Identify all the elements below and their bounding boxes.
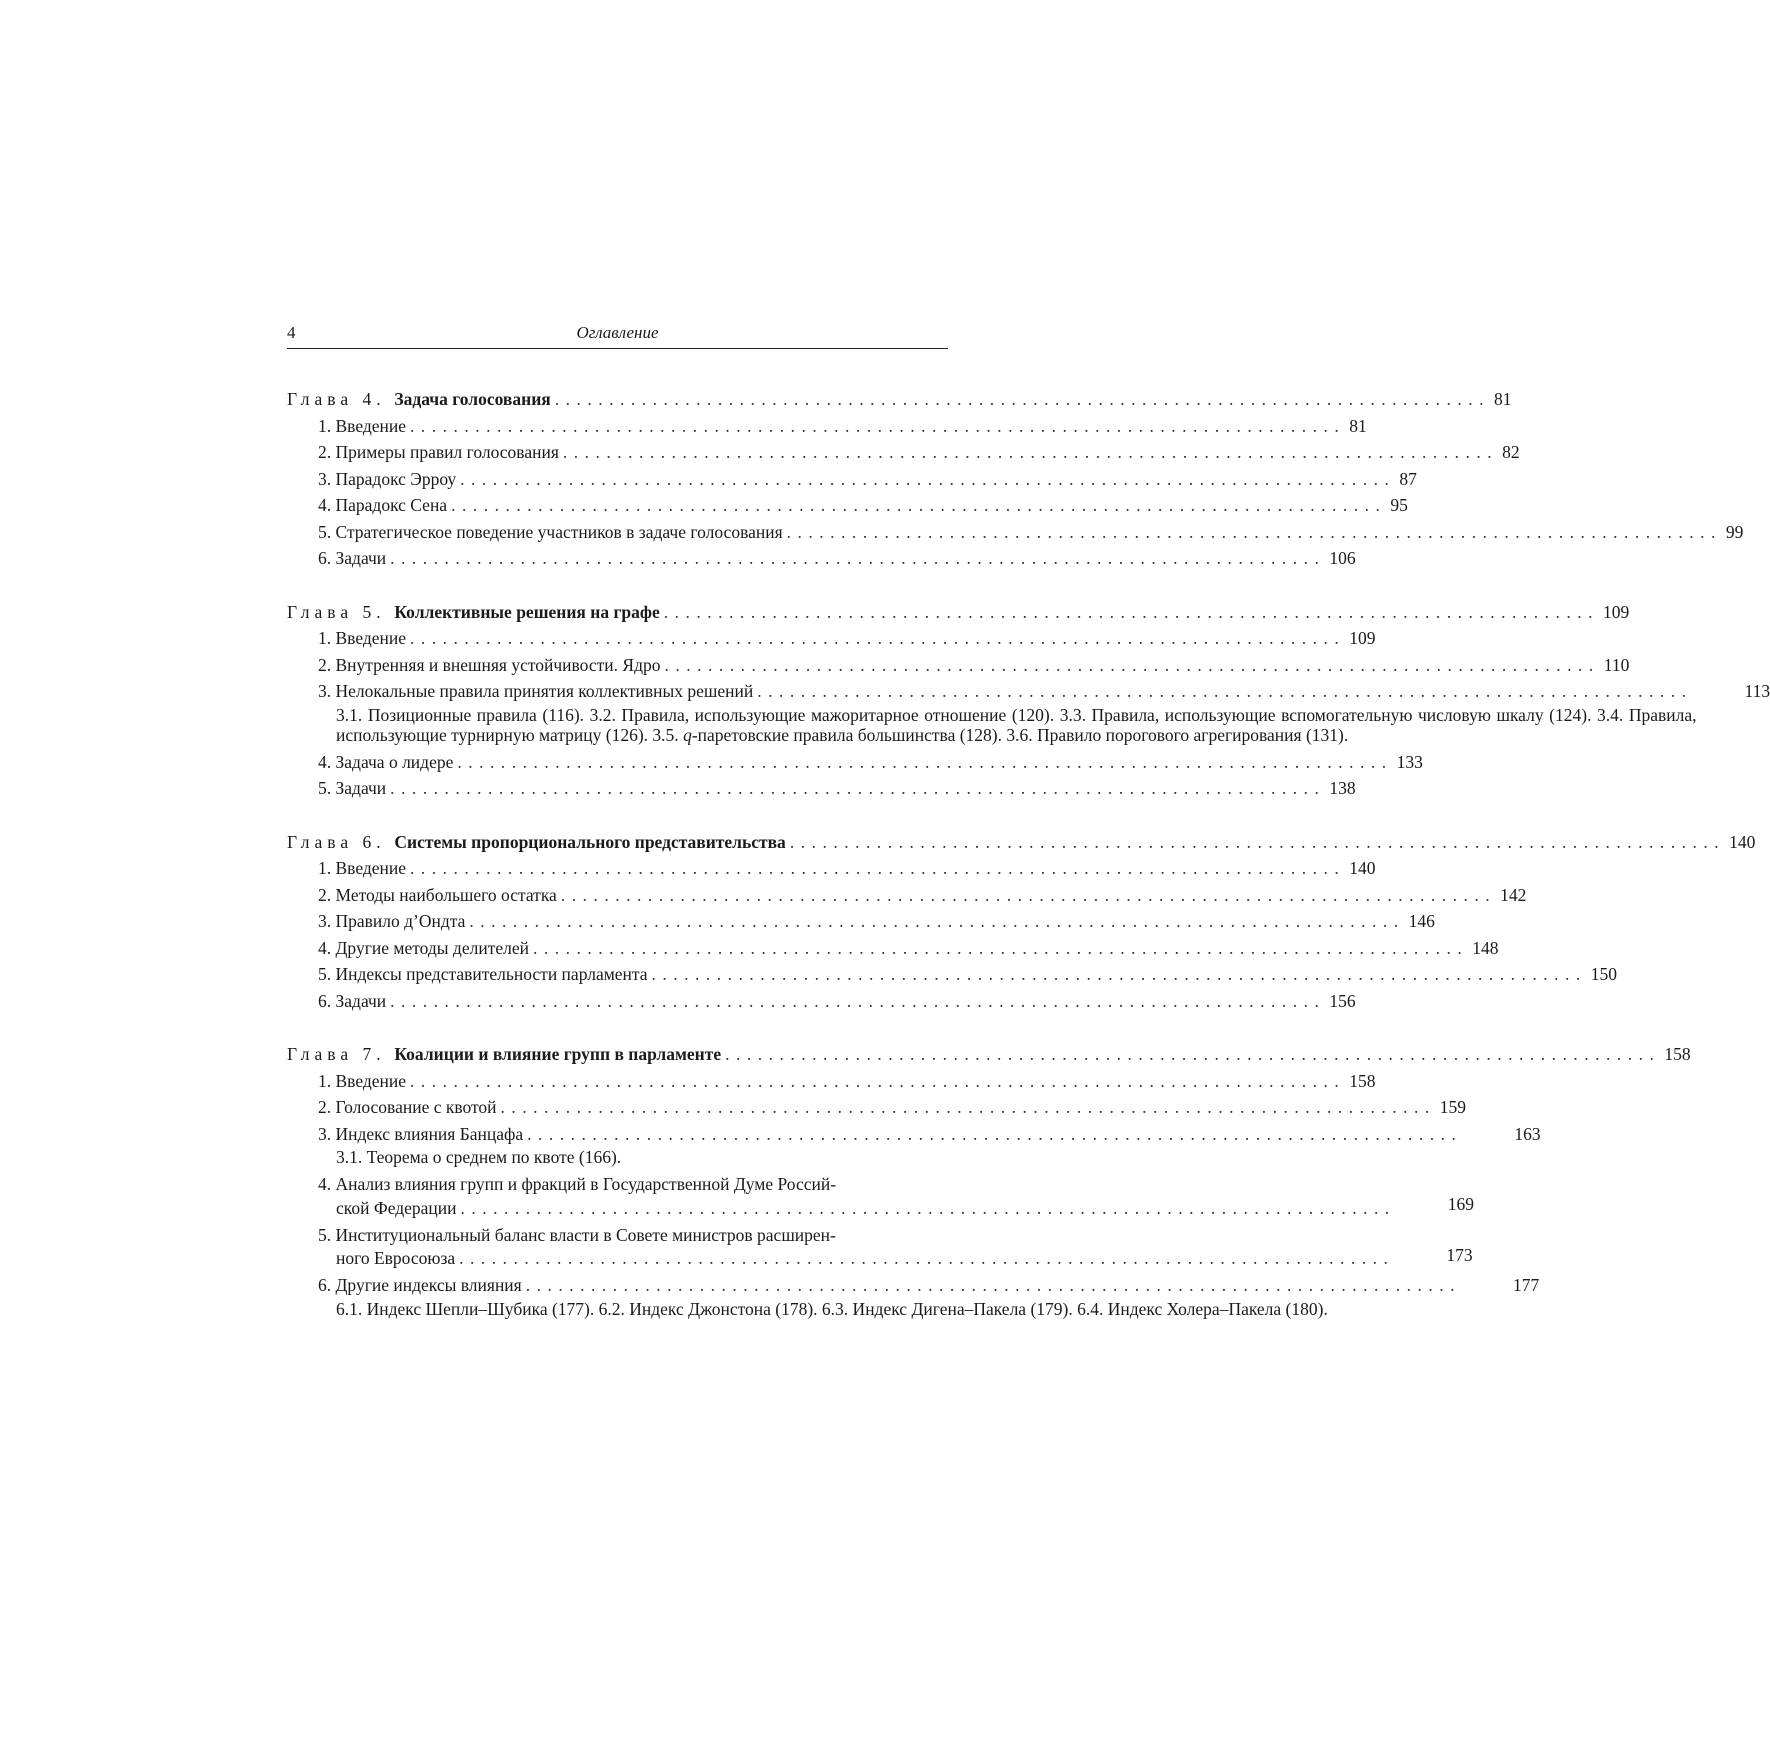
toc-entry[interactable] [287,882,1527,909]
entry-title: 1. Введение [318,415,407,436]
dot-leader: ...................................................................................... [786,521,1722,542]
toc-entry[interactable] [287,652,1630,679]
entry-title-line-2: ской Федерации [336,1197,457,1218]
entry-title: 4. Другие методы делителей [318,937,529,958]
chapter-title: Системы пропорционального представительства [394,831,786,852]
chapter-title: Задача голосования [394,389,551,409]
chapter-label: Глава 7. [287,1044,386,1064]
dot-leader: ...................................................................................... [651,964,1587,984]
toc-entry[interactable] [287,749,1423,776]
dot-leader: ...................................................................................... [460,1197,1396,1218]
chapter-label: Глава 6. [287,831,386,852]
page-ref: 138 [1329,778,1356,798]
toc-entry[interactable] [287,439,1520,466]
entry-title: 5. Задачи [318,778,387,798]
dot-leader: ...................................................................................... [410,858,1346,878]
page-ref: 81 [1494,389,1512,409]
page-ref: 95 [1390,495,1408,515]
toc-entry[interactable] [287,1094,1467,1121]
entry-title: 3. Нелокальные правила принятия коллективных решений [318,681,754,701]
entry-title: 2. Методы наибольшего остатка [318,884,557,905]
dot-leader: ...................................................................................... [560,884,1497,905]
toc-entry[interactable] [287,1068,1376,1095]
entry-title: 2. Голосование с квотой [318,1097,497,1117]
entry-title: 1. Введение [318,1070,407,1091]
page-ref: 109 [1603,601,1630,622]
subsection-list: 3.1. Теорема о среднем по квоте (166). [336,1147,622,1167]
toc-entry[interactable] [287,625,1376,652]
entry-title: 3. Индекс влияния Банцафа [318,1123,524,1144]
page-ref: 142 [1500,884,1527,905]
dot-leader: ...................................................................................... [757,681,1693,701]
toc-entry[interactable] [287,466,1417,493]
toc-entry[interactable] [287,988,1356,1015]
dot-leader: ...................................................................................... [789,831,1726,852]
dot-leader: ...................................................................................... [527,1123,1463,1144]
running-header [287,320,948,349]
page-ref: 110 [1603,654,1630,675]
toc-entry[interactable] [287,545,1356,572]
dot-leader: ...................................................................................... [469,911,1405,931]
entry-title: 6. Другие индексы влияния [318,1275,522,1295]
chapter-title: Коллективные решения на графе [394,601,660,622]
entry-title: 5. Стратегическое поведение участников в задаче голосования [318,521,783,542]
toc-entry[interactable] [287,678,1770,749]
page-ref: 159 [1439,1097,1467,1117]
toc-entry[interactable] [287,413,1367,440]
chapter-heading[interactable] [287,1041,1691,1068]
dot-leader: ...................................................................................... [390,548,1326,568]
page-ref: 109 [1349,628,1376,648]
entry-title: 2. Внутренняя и внешняя устойчивости. Ядро [318,654,661,675]
subsection-list: 6.1. Индекс Шепли–Шубика (177). 6.2. Индекс Джонстона (178). 6.3. Индекс Дигена–Пакела (179). 6.4. Индекс Холера–Пакела (180). [336,1298,1328,1319]
dot-leader: ...................................................................................... [525,1275,1461,1295]
entry-title: 5. Индексы представительности парламента [318,964,648,984]
toc-entry[interactable] [287,855,1376,882]
toc-entry[interactable] [287,1272,1540,1323]
toc-entry[interactable] [287,492,1408,519]
page-ref: 82 [1502,442,1520,462]
entry-title: 6. Задачи [318,990,387,1011]
entry-title: 3. Парадокс Эрроу [318,468,457,489]
dot-leader: ...................................................................................... [457,751,1393,772]
entry-title: 4. Задача о лидере [318,751,454,772]
entry-title: 4. Парадокс Сена [318,495,448,515]
dot-leader: ...................................................................................... [663,601,1600,622]
entry-title-line-2: ного Евросоюза [336,1248,456,1268]
page-ref: 99 [1725,521,1744,542]
page-number: 4 [287,323,296,342]
running-title: Оглавление [576,323,659,342]
dot-leader: ...................................................................................... [554,389,1491,409]
entry-title: 6. Задачи [318,548,387,568]
entry-title: 1. Введение [318,858,407,878]
chapter-heading[interactable] [287,599,1630,626]
page-ref: 140 [1729,831,1756,852]
chapter-7 [287,1041,1691,1323]
chapter-heading[interactable] [287,829,1756,856]
toc-entry[interactable] [287,1222,1473,1269]
toc-entry[interactable] [287,961,1618,988]
dot-leader: ...................................................................................... [664,654,1600,675]
dot-leader: ...................................................................................... [500,1097,1436,1117]
page-ref: 150 [1590,964,1618,984]
page-ref: 158 [1664,1044,1691,1064]
entry-title-line-1: 5. Институциональный баланс власти в Совете министров расширен- [318,1224,836,1245]
entry-title-line-1: 4. Анализ влияния групп и фракций в Государственной Думе Россий- [318,1174,837,1194]
page-ref: 173 [1446,1244,1473,1265]
dot-leader: ...................................................................................... [390,990,1326,1011]
table-of-contents [287,386,1770,1350]
chapter-label: Глава 5. [287,601,386,622]
toc-entry[interactable] [287,1121,1541,1172]
entry-title: 3. Правило д’Ондта [318,911,466,931]
dot-leader: ...................................................................................... [410,628,1346,648]
chapter-6 [287,829,1756,1015]
page-ref: 146 [1408,911,1435,931]
entry-title: 1. Введение [318,628,407,648]
chapter-5 [287,599,1770,802]
entry-title: 2. Примеры правил голосования [318,442,559,462]
dot-leader: ...................................................................................... [562,442,1499,462]
toc-entry[interactable] [287,908,1435,935]
chapter-4 [287,386,1744,572]
toc-entry[interactable] [287,935,1499,962]
subsection-list: 3.1. Позиционные правила (116). 3.2. Правила, использующие мажоритарное отношение (120). 3.3. Правила, использующие вспомогательную числовую шкалу (124). 3.4. Правила, использующие турнирную матрицу (126). 3.5. q-паретовские правила большинства (128). 3.6. Правило порогового агрегирования (131). [336,704,1697,745]
dot-leader: ...................................................................................... [410,415,1346,436]
toc-entry[interactable] [287,519,1744,546]
chapter-heading[interactable] [287,386,1512,413]
page-ref: 158 [1349,1070,1376,1091]
chapter-label: Глава 4. [287,389,386,409]
dot-leader: ...................................................................................... [390,778,1326,798]
page-ref: 87 [1399,468,1417,489]
chapter-title: Коалиции и влияние групп в парламенте [394,1044,722,1064]
toc-entry[interactable] [287,775,1356,802]
page-ref: 148 [1472,937,1499,958]
page-ref: 113 [1744,681,1770,701]
dot-leader: ...................................................................................... [532,937,1469,958]
dot-leader: ...................................................................................... [451,495,1387,515]
page-ref: 156 [1329,990,1356,1011]
page-ref: 163 [1514,1123,1541,1144]
dot-leader: ...................................................................................... [460,468,1396,489]
page-ref: 81 [1349,415,1367,436]
dot-leader: ...................................................................................... [459,1248,1395,1268]
page-ref: 177 [1512,1275,1540,1295]
dot-leader: ...................................................................................... [725,1044,1661,1064]
dot-leader: ...................................................................................... [410,1070,1346,1091]
page-ref: 140 [1349,858,1376,878]
page-ref: 169 [1447,1194,1475,1214]
toc-entry[interactable] [287,1171,1475,1218]
page-ref: 106 [1329,548,1356,568]
page-ref: 133 [1396,751,1423,772]
